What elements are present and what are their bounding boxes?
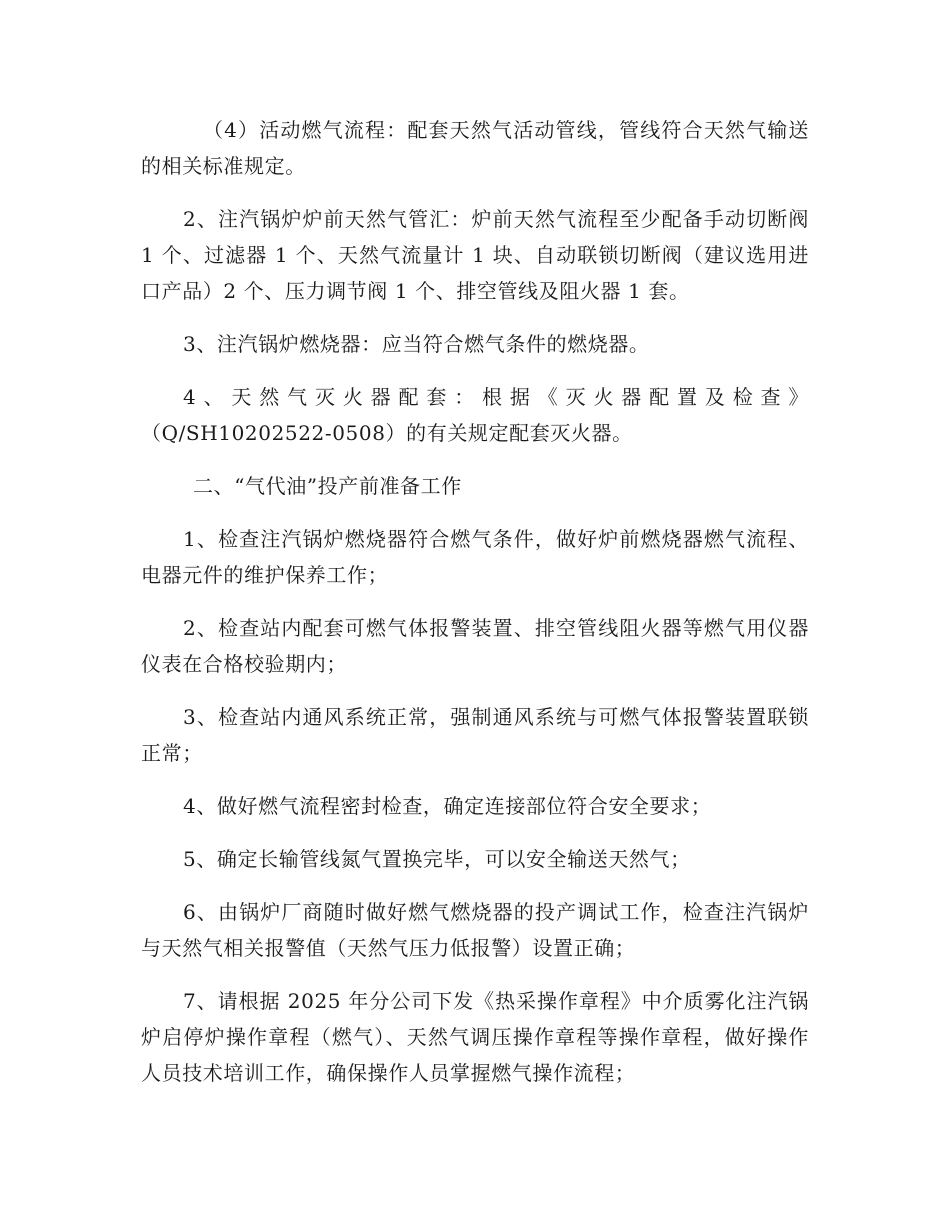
- paragraph-step-5: 5、确定长输管线氮气置换完毕，可以安全输送天然气；: [183, 847, 691, 871]
- paragraph-boiler-gas-manifold: 2、注汽锅炉炉前天然气管汇：炉前天然气流程至少配备手动切断阀 1 个、过滤器 1 个、天然气流量计 1 块、自动联锁切断阀（建议选用进口产品）2 个、压力调节阀 1 个、排空管线及阻火器 1 套。: [141, 207, 809, 303]
- document-body: [141, 112, 809, 1108]
- paragraph-fire-extinguisher: 4、天然气灭火器配套：根据《灭火器配置及检查》（Q/SH10202522-0508）的有关规定配套灭火器。: [141, 385, 809, 445]
- paragraph-step-6: 6、由锅炉厂商随时做好燃气燃烧器的投产调试工作，检查注汽锅炉与天然气相关报警值（天然气压力低报警）设置正确；: [141, 900, 809, 960]
- paragraph-step-2: 2、检查站内配套可燃气体报警装置、排空管线阻火器等燃气用仪器仪表在合格校验期内；: [141, 616, 809, 676]
- paragraph-step-1: 1、检查注汽锅炉燃烧器符合燃气条件，做好炉前燃烧器燃气流程、电器元件的维护保养工作；: [141, 527, 809, 587]
- paragraph-step-4: 4、做好燃气流程密封检查，确定连接部位符合安全要求；: [183, 794, 712, 818]
- paragraph-boiler-burner: 3、注汽锅炉燃烧器：应当符合燃气条件的燃烧器。: [183, 332, 650, 356]
- paragraph-step-3: 3、检查站内通风系统正常，强制通风系统与可燃气体报警装置联锁正常；: [141, 705, 809, 765]
- paragraph-activity-gas-flow: （4）活动燃气流程：配套天然气活动管线，管线符合天然气输送的相关标准规定。: [141, 118, 809, 178]
- section-heading-preparation: 二、“气代油”投产前准备工作: [193, 474, 462, 498]
- paragraph-step-7: 7、请根据 2025 年分公司下发《热采操作章程》中介质雾化注汽锅炉启停炉操作章程（燃气）、天然气调压操作章程等操作章程，做好操作人员技术培训工作，确保操作人员掌握燃气操作流程；: [141, 989, 809, 1085]
